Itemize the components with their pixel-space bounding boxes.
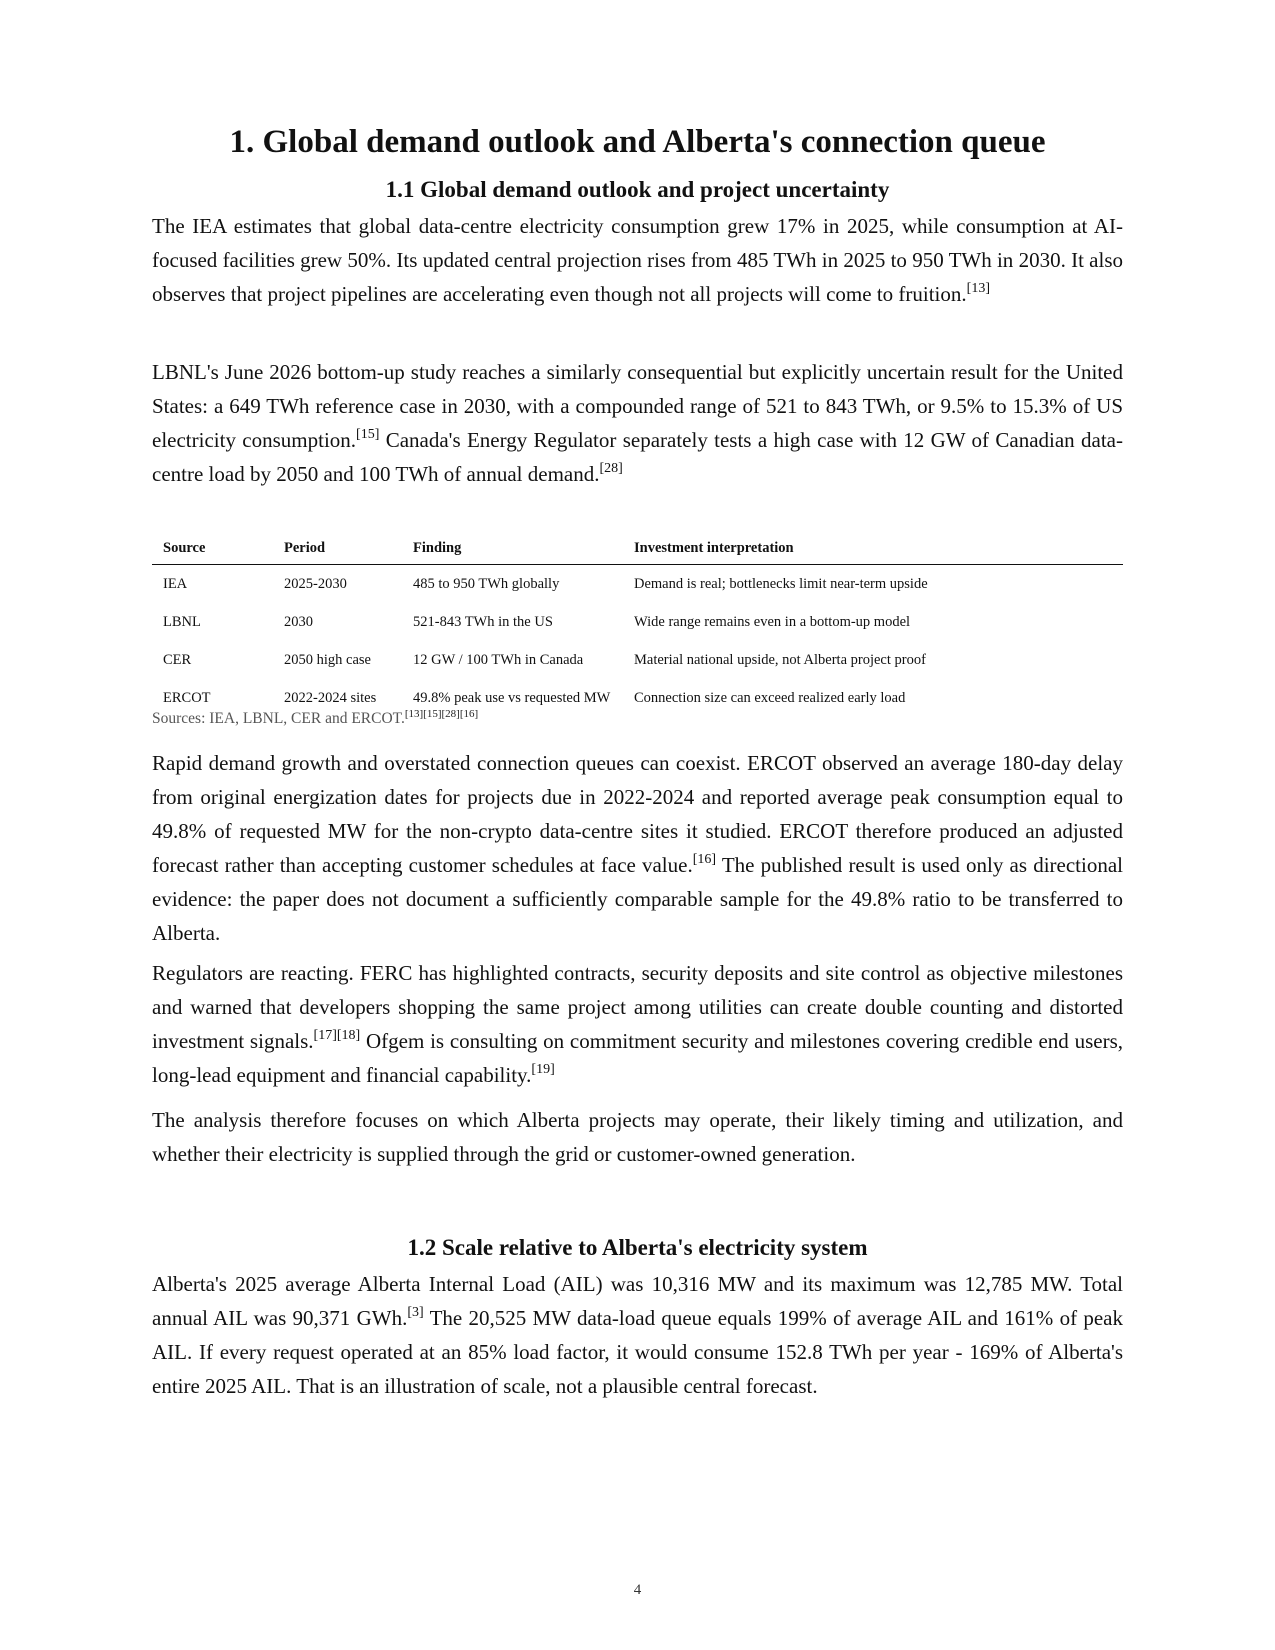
- paragraph-analysis-focus: The analysis therefore focuses on which Alberta projects may operate, their likely timing and utilization, and whether their electricity is supplied through the grid or customer-owned generation.: [152, 1108, 1123, 1166]
- cell-source: IEA: [163, 575, 188, 592]
- cell-interpretation: Connection size can exceed realized early load: [634, 689, 906, 706]
- cell-interpretation: Wide range remains even in a bottom-up model: [634, 613, 911, 630]
- citation-15[interactable]: [15]: [356, 427, 380, 442]
- cell-source: CER: [163, 651, 192, 668]
- header-finding: Finding: [402, 532, 623, 565]
- cell-finding: 485 to 950 TWh globally: [413, 575, 560, 592]
- paragraph-iea: The IEA estimates that global data-centre electricity consumption grew 17% in 2025, while consumption at AI-focused facilities grew 50%. Its updated central projection rises from 485 TWh in 2025 to 950 TWh in 2030. It also observes that project pipelines are accelerating even though not all projects will come to fruition.[13]: [152, 214, 1123, 306]
- table-header-row: [152, 532, 1123, 565]
- cell-finding: 521-843 TWh in the US: [413, 613, 553, 630]
- citation-13[interactable]: [13]: [966, 281, 990, 296]
- header-period: Period: [273, 532, 402, 565]
- cell-period: 2025-2030: [284, 575, 347, 592]
- header-interpretation: Investment interpretation: [623, 532, 1123, 565]
- citation-16[interactable]: [16]: [692, 852, 717, 867]
- cell-source: LBNL: [163, 613, 201, 630]
- paragraph-regulators: Regulators are reacting. FERC has highlighted contracts, security deposits and site control as objective milestones and warned that developers shopping the same project among utilities can create double counting and distorted investment signals.[17][18] Ofgem is consulting on commitment security and milestones covering credible end users, long-lead equipment and financial capability.[19]: [152, 961, 1123, 1087]
- paragraph-lbnl: LBNL's June 2026 bottom-up study reaches a similarly consequential but explicitly uncertain result for the United States: a 649 TWh reference case in 2030, with a compounded range of 521 to 843 TWh, or 9.5% to 15.3% of US electricity consumption.[15] Canada's Energy Regulator separately tests a high case with 12 GW of Canadian data-centre load by 2050 and 100 TWh of annual demand.[28]: [152, 360, 1123, 486]
- cell-period: 2050 high case: [284, 651, 371, 668]
- cell-period: 2030: [284, 613, 313, 630]
- table-row: [152, 603, 1123, 641]
- cell-interpretation: Demand is real; bottlenecks limit near-term upside: [634, 575, 928, 592]
- cell-finding: 12 GW / 100 TWh in Canada: [413, 651, 584, 668]
- citation-17-18[interactable]: [17][18]: [313, 1028, 361, 1043]
- caption-citations[interactable]: [13][15][28][16]: [404, 708, 479, 720]
- header-source: Source: [152, 532, 273, 565]
- table-row: [152, 641, 1123, 679]
- citation-28[interactable]: [28]: [599, 461, 623, 476]
- cell-period: 2022-2024 sites: [284, 689, 377, 706]
- table-caption: Sources: IEA, LBNL, CER and ERCOT.[13][15][28][16]: [152, 708, 479, 727]
- section-1-2-heading: 1.2 Scale relative to Alberta's electricity system: [407, 1235, 868, 1260]
- cell-source: ERCOT: [163, 689, 211, 706]
- table-row: [152, 565, 1123, 604]
- section-1-1-heading: 1.1 Global demand outlook and project uncertainty: [385, 177, 890, 202]
- cell-finding: 49.8% peak use vs requested MW: [413, 689, 611, 706]
- citation-19[interactable]: [19]: [531, 1062, 555, 1077]
- page-number: 4: [633, 1582, 642, 1598]
- cell-interpretation: Material national upside, not Alberta project proof: [634, 651, 926, 668]
- sources-table: [152, 532, 1123, 717]
- paragraph-ercot: Rapid demand growth and overstated connection queues can coexist. ERCOT observed an average 180-day delay from original energization dates for projects due in 2022-2024 and reported average peak consumption equal to 49.8% of requested MW for the non-crypto data-centre sites it studied. ERCOT therefore produced an adjusted forecast rather than accepting customer schedules at face value.[16] The published result is used only as directional evidence: the paper does not document a sufficiently comparable sample for the 49.8% ratio to be transferred to Alberta.: [152, 751, 1123, 945]
- citation-3[interactable]: [3]: [407, 1305, 424, 1320]
- paragraph-alberta-scale: Alberta's 2025 average Alberta Internal Load (AIL) was 10,316 MW and its maximum was 12,785 MW. Total annual AIL was 90,371 GWh.[3] The 20,525 MW data-load queue equals 199% of average AIL and 161% of peak AIL. If every request operated at an 85% load factor, it would consume 152.8 TWh per year - 169% of Alberta's entire 2025 AIL. That is an illustration of scale, not a plausible central forecast.: [152, 1272, 1123, 1398]
- chapter-heading: 1. Global demand outlook and Alberta's connection queue: [229, 124, 1046, 160]
